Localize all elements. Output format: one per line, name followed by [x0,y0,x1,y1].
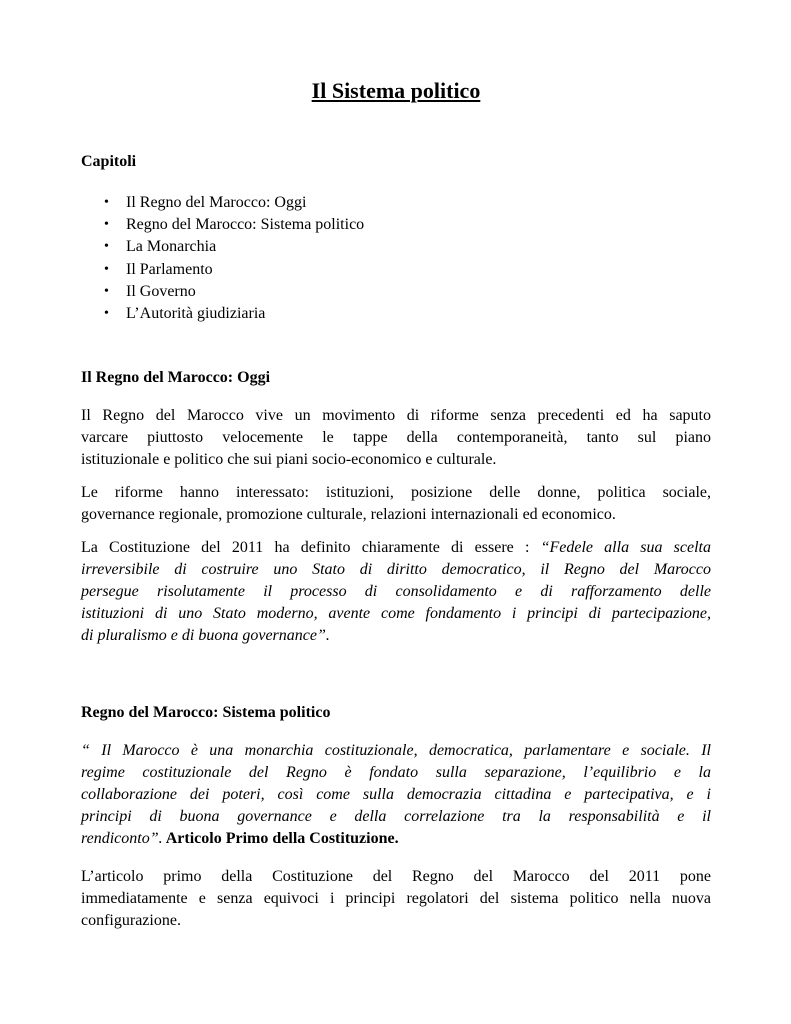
text-line: Il Regno del Marocco vive un movimento di riforme senza precedenti ed ha saputo [81,407,711,424]
chapter-item [81,214,364,236]
bullet-icon: • [104,306,109,322]
text-line [81,537,711,559]
chapter-label: L’Autorità giudiziaria [126,305,266,323]
bullet-icon: • [104,239,109,255]
chapter-label: Regno del Marocco: Sistema politico [126,216,365,234]
bullet-icon: • [104,217,109,233]
constitution-intro: La Costituzione del 2011 ha definito chiaramente di essere : [81,539,541,556]
quote-end: rendiconto”. [81,830,163,847]
section1-paragraph-3 [81,537,711,647]
text-line: collaborazione dei poteri, così come sulla democrazia cittadina e partecipativa, e i [81,786,711,803]
text-line: istituzioni di uno Stato moderno, avente come fondamento i principi di partecipazione, [81,605,711,622]
chapters-heading: Capitoli [81,153,137,170]
text-line: L’articolo primo della Costituzione del Regno del Marocco del 2011 pone [81,868,711,885]
text-line: configurazione. [81,912,181,929]
document-title: Il Sistema politico [311,78,481,103]
chapter-item [81,236,364,258]
section2-quote-paragraph [81,740,711,850]
chapter-label: Il Parlamento [126,260,213,278]
bullet-icon: • [104,261,109,277]
text-line: istituzionale e politico che sui piani socio-economico e culturale. [81,451,497,468]
section1-paragraph-1 [81,405,711,471]
chapter-label: Il Regno del Marocco: Oggi [126,194,307,211]
text-line: principi di buona governance e della correlazione tra la responsabilità e il [81,808,711,825]
chapter-item [81,192,364,214]
text-line: Le riforme hanno interessato: istituzioni, posizione delle donne, politica sociale, [81,484,711,501]
chapter-label: La Monarchia [126,238,217,256]
text-line: di pluralismo e di buona governance”. [81,627,330,644]
section1-paragraph-2 [81,482,711,526]
text-line: regime costituzionale del Regno è fondato sulla separazione, l’equilibrio e la [81,764,711,781]
text-line: immediatamente e senza equivoci i principi regolatori del sistema politico nella nuova [81,890,711,907]
constitution-quote-start: “Fedele alla sua scelta [540,539,711,556]
section2-paragraph-2 [81,866,711,932]
text-line: governance regionale, promozione culturale, relazioni internazionali ed economico. [81,506,616,523]
chapters-list [81,192,364,325]
quote-source: Articolo Primo della Costituzione. [162,830,399,847]
chapter-item [81,281,364,303]
bullet-icon: • [104,195,109,210]
text-line: irreversibile di costruire uno Stato di diritto democratico, il Regno del Marocco [81,561,711,578]
section2-heading: Regno del Marocco: Sistema politico [81,704,331,721]
chapter-item [81,303,364,325]
text-line: persegue risolutamente il processo di consolidamento e di rafforzamento delle [81,583,711,600]
chapter-item [81,259,364,281]
chapter-label: Il Governo [126,282,196,300]
text-line [81,828,711,850]
text-line: “ Il Marocco è una monarchia costituzionale, democratica, parlamentare e sociale. Il [81,742,711,759]
section1-heading: Il Regno del Marocco: Oggi [81,369,271,386]
bullet-icon: • [104,283,109,299]
text-line: varcare piuttosto velocemente le tappe della contemporaneità, tanto sul piano [81,429,711,446]
